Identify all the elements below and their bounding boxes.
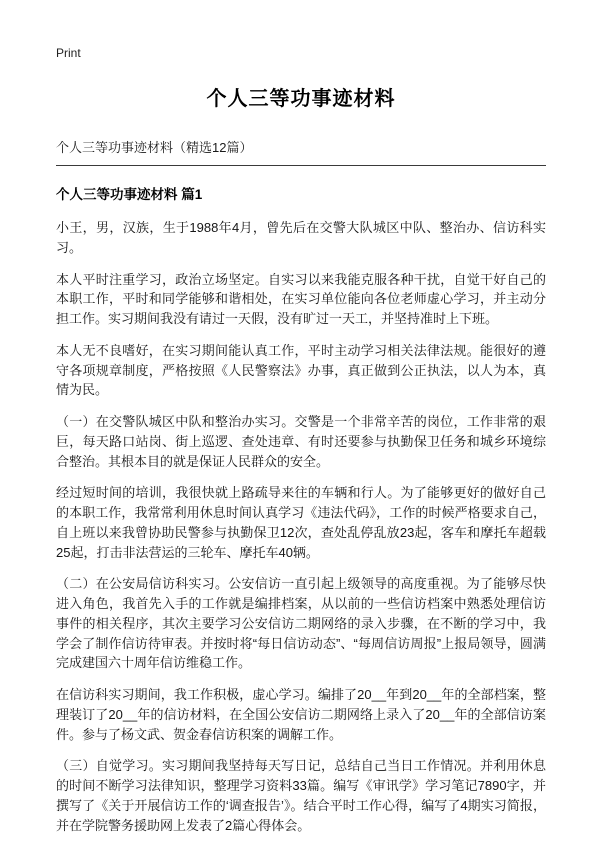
paragraph-1: 小王，男，汉族，生于1988年4月，曾先后在交警大队城区中队、整治办、信访科实习。 <box>56 220 546 255</box>
paragraph-5: 经过短时间的培训，我很快就上路疏导来往的车辆和行人。为了能够更好的做好自己的本职工作，我常常利用休息时间认真学习《违法代码》，工作的时候严格要求自己，自上班以来我曾协助民警参与执勤保卫12次，查处乱停乱放23起，客车和摩托车超载25起，打击非法营运的三轮车、摩托车40辆。 <box>56 485 546 560</box>
paragraph-2: 本人平时注重学习，政治立场坚定。自实习以来我能克服各种干扰，自觉干好自己的本职工作，平时和同学能够和谐相处，在实习单位能向各位老师虚心学习，并主动分担工作。实习期间我没有请过一天假，没有旷过一天工，并坚持准时上下班。 <box>56 271 546 326</box>
document-subtitle: 个人三等功事迹材料（精选12篇） <box>56 140 253 155</box>
divider-line <box>56 165 546 166</box>
paragraph-8: （三）自觉学习。实习期间我坚持每天写日记，总结自己当日工作情况。并利用休息的时间不断学习法律知识，整理学习资料33篇。编写《审讯学》学习笔记7890字，并撰写了《关于开展信访工作的‘调查报告’》。结合平时工作心得，编写了4期实习简报，并在学院警务援助网上发表了2篇心得体会。 <box>56 758 546 833</box>
paragraph-6: （二）在公安局信访科实习。公安信访一直引起上级领导的高度重视。为了能够尽快进入角色，我首先入手的工作就是编排档案，从以前的一些信访档案中熟悉处理信访事件的相关程序，其次主要学习公安信访二期网络的录入步骤，在不断的学习中，我学会了制作信访待审表。并按时将“每日信访动态”、“每周信访周报”上报局领导，圆满完成建国六十周年信访维稳工作。 <box>56 576 546 671</box>
paragraph-4: （一）在交警队城区中队和整治办实习。交警是一个非常辛苦的岗位，工作非常的艰巨，每天路口站岗、街上巡逻、查处违章、有时还要参与执勤保卫任务和城乡环境综合整治。其根本目的就是保证人民群众的安全。 <box>56 414 546 469</box>
document-title: 个人三等功事迹材料 <box>206 88 396 110</box>
paragraph-3: 本人无不良嗜好，在实习期间能认真工作，平时主动学习相关法律法规。能很好的遵守各项规章制度，严格按照《人民警察法》办事，真正做到公正执法，以人为本，真情为民。 <box>56 342 546 398</box>
paragraph-7: 在信访科实习期间，我工作积极，虚心学习。编排了20__年到20__年的全部档案，整理装订了20__年的信访材料，在全国公安信访二期网络上录入了20__年的全部信访案件。参与了杨文武、贺金春信访积案的调解工作。 <box>56 687 546 742</box>
section-heading: 个人三等功事迹材料 篇1 <box>56 187 203 202</box>
print-button[interactable]: Print <box>56 46 81 60</box>
